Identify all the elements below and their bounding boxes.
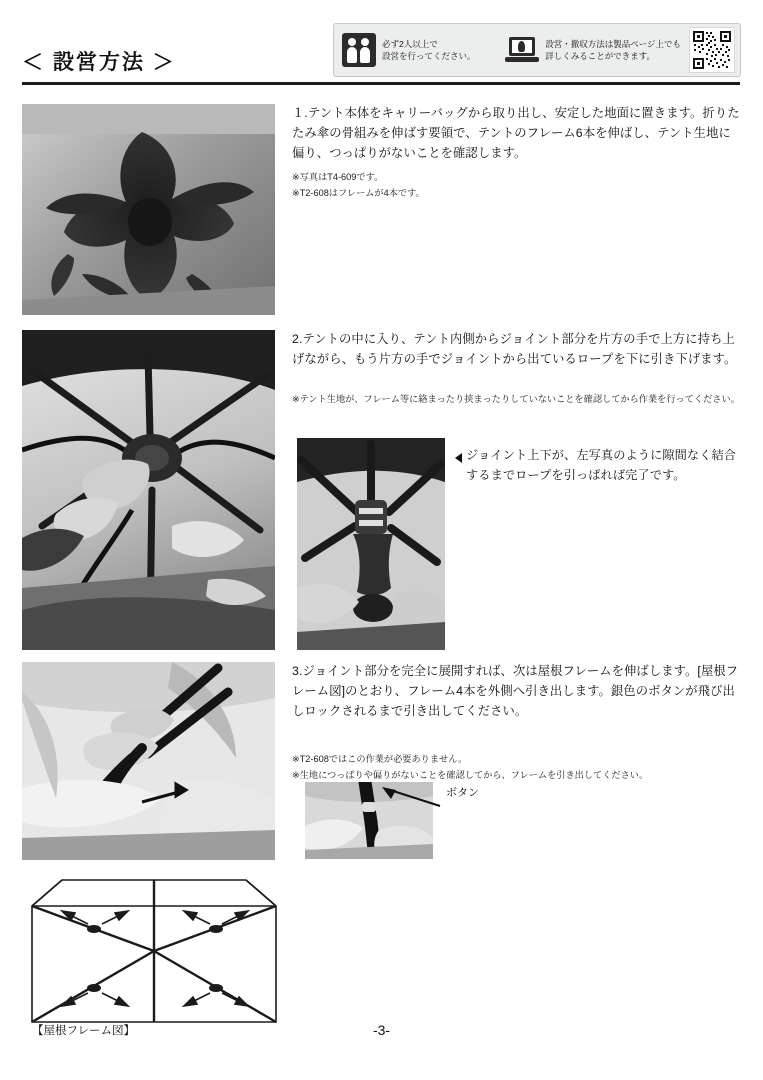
roof-frame-diagram	[28, 876, 280, 1026]
page-header	[0, 0, 763, 92]
notice-line-1: 設営・撤収方法は製品ページ上でも	[545, 38, 682, 49]
page-title-text: ＜ 設営方法 ＞	[22, 51, 176, 74]
roof-frame-diagram-graphic	[28, 876, 280, 1026]
notice-line-2: 設営を行ってください。	[382, 51, 476, 61]
step-3-body: 3.ジョイント部分を完全に展開すれば、次は屋根フレームを伸ばします。[屋根フレーム図]のとおり、フレーム4本を外側へ引き出します。銀色のボタンが飛び出しロックされるまで引き出してください。	[292, 664, 739, 718]
notice-line-2: 詳しくみることができます。	[545, 51, 656, 61]
step-3-note-1: ※T2-608ではこの作業が必要ありません。	[292, 754, 468, 764]
qr-code-graphic	[692, 30, 732, 70]
step-1-photo-image	[22, 104, 275, 315]
step-2-sub-note-arrow	[455, 453, 462, 463]
step-1-note-1: ※写真はT4-609です。	[292, 172, 384, 182]
step-1-photo	[22, 104, 275, 315]
step-2-photo	[22, 330, 275, 650]
notice-item-product-page	[499, 24, 684, 76]
qr-code-icon	[689, 27, 735, 73]
step-3-note-2: ※生地につっぱりや偏りがないことを確認してから、フレームを引き出してください。	[292, 770, 649, 780]
page-number: -3-	[372, 1022, 391, 1038]
title-divider	[22, 82, 740, 85]
step-1-body: １.テント本体をキャリーバッグから取り出し、安定した地面に置きます。折りたたみ傘の骨組みを伸ばす要領で、テントのフレーム6本を伸ばし、テント生地に偏り、つっぱりがないことを確認します。	[292, 106, 740, 160]
step-3-photo-image	[22, 662, 275, 860]
step-2-sub-photo	[297, 438, 445, 650]
page-title	[22, 46, 322, 76]
notice-item-qr	[684, 24, 740, 76]
step-2-body: 2.テントの中に入り、テント内側からジョイント部分を片方の手で上方に持ち上げながら、もう片方の手でジョイントから出ているロープを下に引き下げます。	[292, 332, 737, 366]
button-callout-label: ボタン	[446, 787, 479, 799]
two-people-icon	[342, 33, 376, 67]
step-2-sub-note: ジョイント上下が、左写真のように隙間なく結合するまでロープを引っぱれば完了です。	[466, 448, 737, 482]
notice-line-1: 必ず2人以上で	[382, 38, 438, 49]
step-2-photo-image	[22, 330, 275, 650]
step-2-sub-photo-image	[297, 438, 445, 650]
header-notice-box	[333, 23, 741, 77]
notice-item-two-people-text	[382, 38, 476, 63]
notice-item-product-page-text	[545, 38, 681, 63]
notice-item-two-people	[334, 24, 499, 76]
step-2-note-1: ※テント生地が、フレーム等に絡まったり挟まったりしていないことを確認してから作業を行ってください。	[292, 394, 740, 404]
laptop-icon	[505, 33, 539, 67]
roof-frame-diagram-label: 【屋根フレーム図】	[32, 1025, 136, 1037]
step-1-note-2: ※T2-608はフレームが4本です。	[292, 188, 425, 198]
button-callout-arrow	[378, 784, 444, 810]
step-3-photo	[22, 662, 275, 860]
